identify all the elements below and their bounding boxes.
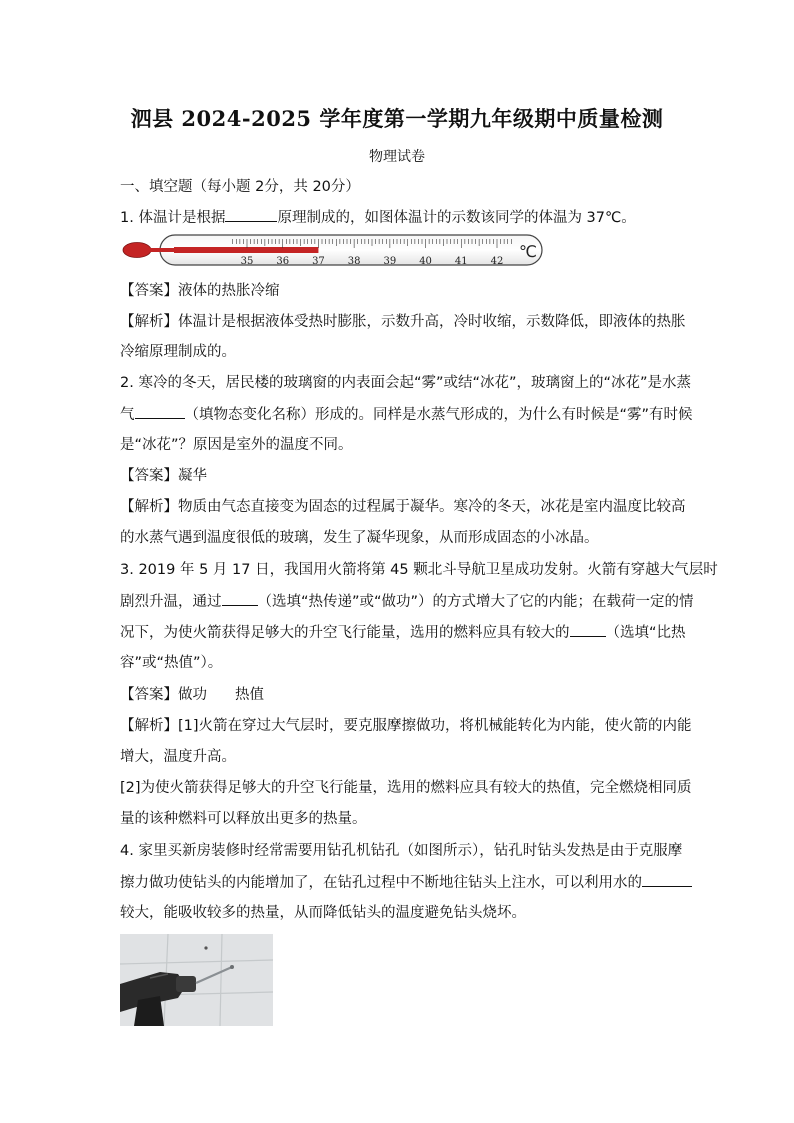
tick-label: 39 <box>383 256 397 267</box>
exam-title: 泗县 2024-2025 学年度第一学期九年级期中质量检测 <box>130 106 664 131</box>
q3-analysis-line-3: [2]为使火箭获得足够大的升空飞行能量，选用的燃料应具有较大的热值，完全燃烧相同质 <box>120 780 692 796</box>
q1-analysis-line-1: 【解析】体温计是根据液体受热时膨胀，示数升高，冷时收缩，示数降低，即液体的热胀 <box>120 314 686 330</box>
tick-label: 42 <box>490 256 504 267</box>
mercury-column <box>174 247 318 253</box>
q2-answer: 【答案】凝华 <box>120 468 207 484</box>
section-heading: 一、填空题（每小题 2分，共 20分） <box>120 179 360 195</box>
thermometer-figure <box>120 233 550 269</box>
answer-blank <box>642 872 692 887</box>
question-4-line-1: 4. 家里买新房装修时经常需要用钻孔机钻孔（如图所示），钻孔时钻头发热是由于克服摩 <box>120 843 683 859</box>
q3-analysis-line-2: 增大，温度升高。 <box>120 749 236 765</box>
question-4-line-2: 擦力做功使钻头的内能增加了，在钻孔过程中不断地往钻头上注水，可以利用水的 <box>120 872 680 893</box>
answer-blank <box>570 622 606 637</box>
unit-label: ℃ <box>519 242 537 261</box>
tick-label: 35 <box>240 256 254 267</box>
question-2-line-1: 2. 寒冷的冬天，居民楼的玻璃窗的内表面会起“雾”或结“冰花”，玻璃窗上的“冰花”是水蒸 <box>120 375 692 391</box>
exam-subtitle: 物理试卷 <box>369 149 425 165</box>
question-3-line-4: 容”或“热值”）。 <box>120 655 223 671</box>
q3-answer: 【答案】做功 热值 <box>120 687 264 703</box>
mercury-bulb <box>123 243 151 258</box>
question-2-line-2: 气 （填物态变化名称）形成的。同样是水蒸气形成的，为什么有时候是“雾”有时候 <box>120 404 680 425</box>
answer-blank <box>222 591 258 606</box>
q1-answer: 【答案】液体的热胀冷缩 <box>120 283 280 299</box>
q2-analysis-line-2: 的水蒸气遇到温度很低的玻璃，发生了凝华现象，从而形成固态的小冰晶。 <box>120 530 599 546</box>
tick-label: 37 <box>312 256 325 267</box>
tick-label: 40 <box>419 256 432 267</box>
tick-label: 41 <box>454 256 468 267</box>
question-3-line-2: 剧烈升温，通过 （选填“热传递”或“做功”）的方式增大了它的内能；在载荷一定的情 <box>120 591 680 612</box>
q3-analysis-line-4: 量的该种燃料可以释放出更多的热量。 <box>120 811 367 827</box>
q1-analysis-line-2: 冷缩原理制成的。 <box>120 344 236 360</box>
answer-blank <box>225 207 277 222</box>
tick-label: 36 <box>276 256 290 267</box>
question-4-line-3: 较大，能吸收较多的热量，从而降低钻头的温度避免钻头烧坏。 <box>120 905 526 921</box>
q3-analysis-line-1: 【解析】[1]火箭在穿过大气层时，要克服摩擦做功，将机械能转化为内能，使火箭的内能 <box>120 718 692 734</box>
question-3-line-1: 3. 2019 年 5 月 17 日，我国用火箭将第 45 颗北斗导航卫星成功发射。火箭有穿越大气层时 <box>120 562 718 578</box>
question-1: 1. 体温计是根据 原理制成的，如图体温计的示数该同学的体温为 37℃。 <box>120 207 680 228</box>
tick-label: 38 <box>347 256 361 267</box>
question-3-line-3: 况下，为使火箭获得足够大的升空飞行能量，选用的燃料应具有较大的 （选填“比热 <box>120 622 680 643</box>
answer-blank <box>135 404 185 419</box>
question-2-line-3: 是“冰花”？原因是室外的温度不同。 <box>120 437 353 453</box>
q2-analysis-line-1: 【解析】物质由气态直接变为固态的过程属于凝华。寒冷的冬天，冰花是室内温度比较高 <box>120 499 686 515</box>
drill-photo <box>120 934 273 1026</box>
